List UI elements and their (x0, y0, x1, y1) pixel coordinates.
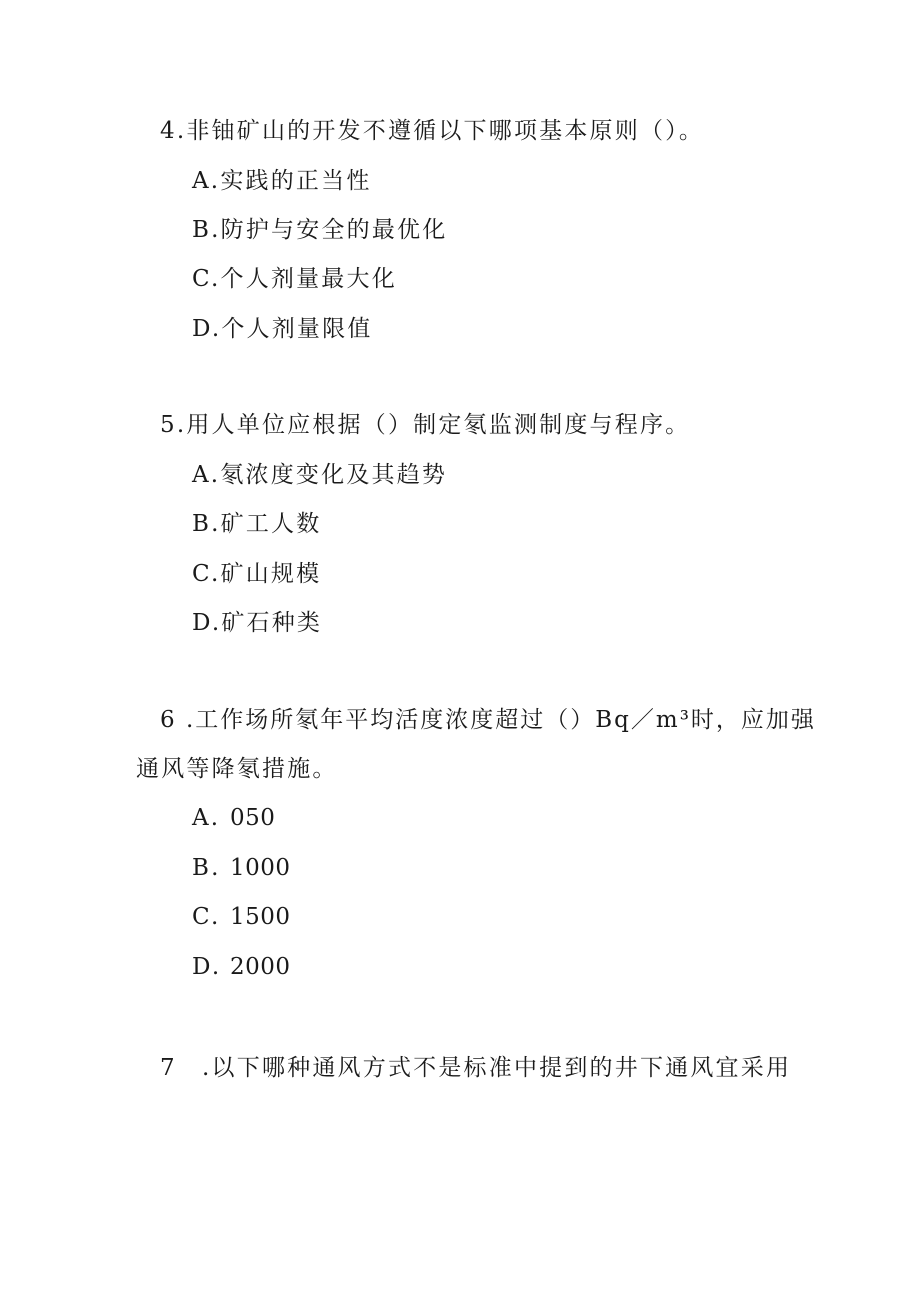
question-6-stem-line1: 6 .工作场所氡年平均活度浓度超过（）Bq／m³时，应加强 (160, 707, 816, 733)
option-letter: B. (192, 855, 221, 881)
option-letter: D. (192, 954, 222, 980)
question-6-stem-line2: 通风等降氡措施。 (136, 756, 338, 782)
option-value: 1000 (230, 855, 291, 881)
question-4-stem: 4.非铀矿山的开发不遵循以下哪项基本原则（）。 (160, 118, 705, 144)
option-value: 1500 (230, 904, 291, 930)
question-4-option-d: D.个人剂量限值 (192, 316, 373, 342)
question-6-option-a (192, 804, 275, 832)
question-6-option-c (192, 903, 291, 931)
question-6-option-b (192, 854, 291, 882)
question-4-option-b: B.防护与安全的最优化 (192, 217, 448, 243)
option-value: 2000 (230, 954, 291, 980)
question-4-option-c: C.个人剂量最大化 (192, 266, 397, 292)
question-6-option-d (192, 953, 291, 981)
question-4-option-a: A.实践的正当性 (192, 168, 372, 194)
option-letter: C. (192, 904, 221, 930)
question-5-option-a: A.氡浓度变化及其趋势 (192, 462, 448, 488)
question-7-stem: 7 .以下哪种通风方式不是标准中提到的井下通风宜采用 (160, 1055, 792, 1081)
option-value: 050 (230, 805, 276, 831)
question-5-option-c: C.矿山规模 (192, 561, 322, 587)
question-5-option-d: D.矿石种类 (192, 610, 323, 636)
question-5-option-b: B.矿工人数 (192, 511, 322, 537)
option-letter: A. (192, 805, 221, 831)
question-5-stem: 5.用人单位应根据（）制定氡监测制度与程序。 (160, 412, 691, 438)
